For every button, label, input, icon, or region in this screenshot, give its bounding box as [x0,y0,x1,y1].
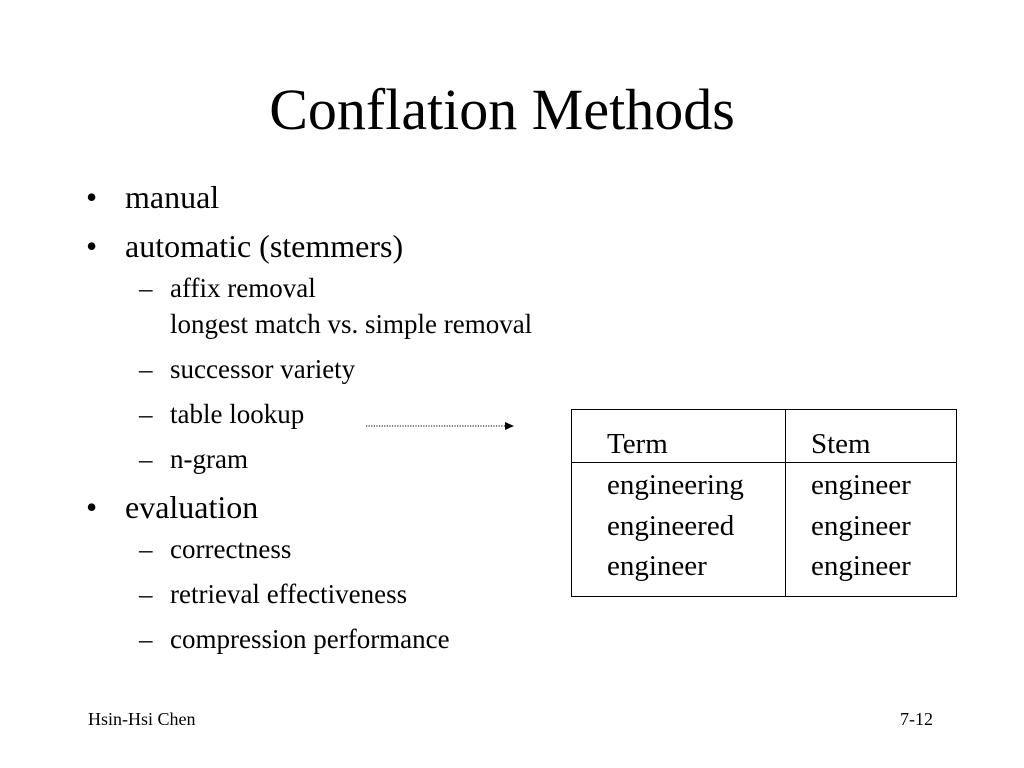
sub-bullet-marker: – [139,273,153,303]
sub-bullet-text: retrieval effectiveness [170,579,408,609]
table-header-stem: Stem [811,428,871,460]
sub-bullet-text: affix removal [170,273,316,303]
sub-bullet-text: successor variety [170,354,356,384]
sub-bullet-text: table lookup [170,399,305,429]
bullet-marker: • [86,489,98,525]
dotted-arrow-right-icon [366,420,516,432]
term-stem-table [571,409,957,597]
table-cell-term: engineering [607,469,744,501]
table-column-stem [786,410,956,596]
sub-bullet-text: correctness [170,534,292,564]
sub-bullet-marker: – [139,399,153,429]
bullet-item [86,227,566,265]
footer-page-number: 7-12 [900,709,933,729]
sub-bullet-item [86,270,566,342]
sub-bullet-item [86,441,566,477]
bullet-list [86,178,566,657]
table-header-term: Term [607,428,668,460]
bullet-text: evaluation [125,489,259,525]
bullet-item [86,178,566,216]
sub-bullet-marker: – [139,624,153,654]
sub-bullet-item [86,576,566,612]
sub-bullet-item [86,351,566,387]
sub-bullet-item [86,531,566,567]
table-column-term [572,410,786,596]
bullet-item [86,488,566,526]
sub-bullet-item [86,621,566,657]
sub-bullet-marker: – [139,354,153,384]
sub-bullet-marker: – [139,444,153,474]
sub-bullet-text: n-gram [170,444,248,474]
table-cell-term: engineered [607,510,735,542]
sub-bullet-marker: – [139,534,153,564]
bullet-text: automatic (stemmers) [125,228,404,264]
bullet-marker: • [86,228,98,264]
sub-bullet-text-continued: longest match vs. simple removal [170,309,533,339]
table-cell-stem: engineer [811,550,911,582]
sub-bullet-marker: – [139,579,153,609]
footer-author: Hsin-Hsi Chen [88,709,196,729]
table-cell-stem: engineer [811,510,911,542]
table-cell-stem: engineer [811,469,911,501]
table-cell-term: engineer [607,550,707,582]
bullet-marker: • [86,179,98,215]
slide-title: Conflation Methods [269,77,735,142]
sub-bullet-text: compression performance [170,624,450,654]
bullet-text: manual [125,179,220,215]
